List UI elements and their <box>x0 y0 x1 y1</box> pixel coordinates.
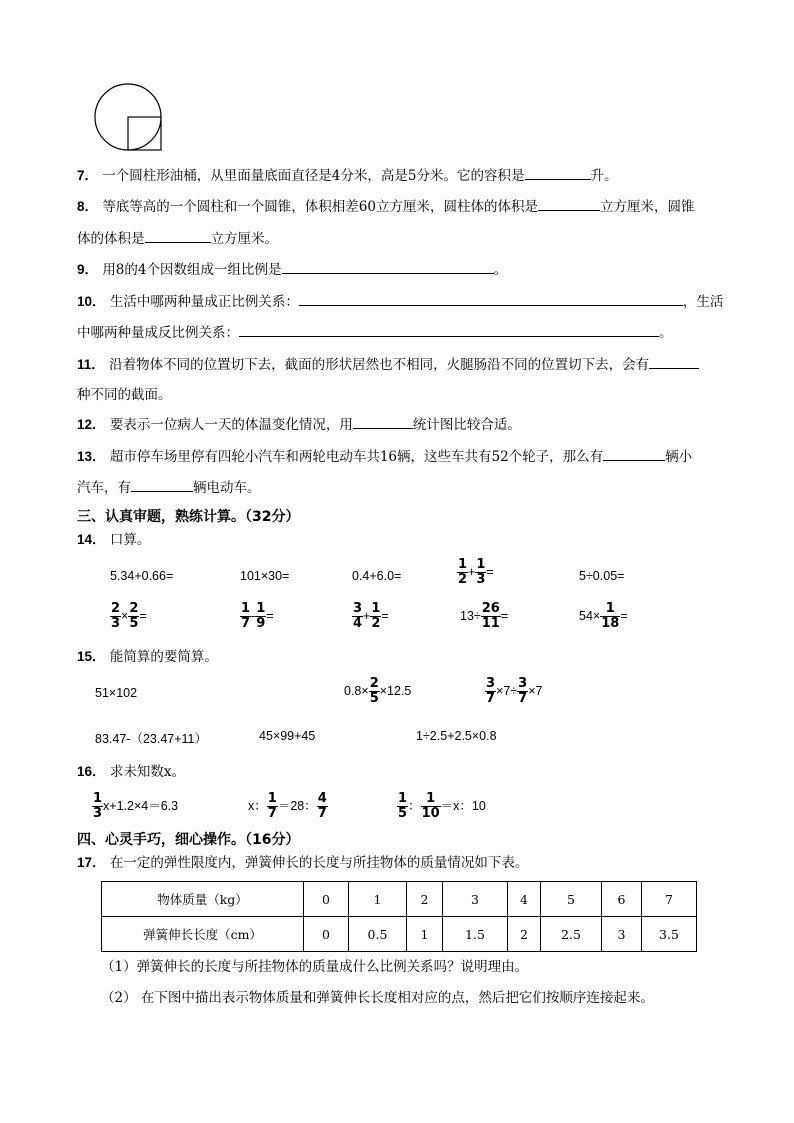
table-cell: 1.5 <box>443 917 508 952</box>
calc-item: $\frac{2}{3}$ × $\frac{2}{5}$ = <box>111 601 147 631</box>
table-cell: 2 <box>508 917 541 952</box>
answer-blank[interactable] <box>649 354 699 369</box>
answer-blank[interactable] <box>603 446 665 461</box>
question-8-cont: 体的体积是 立方厘米。 <box>77 228 278 249</box>
calc-item: $\frac{3}{7}$ ×7÷ $\frac{3}{7}$ ×7 <box>486 676 543 706</box>
table-cell: 5 <box>541 882 602 917</box>
table-cell: 3 <box>602 917 642 952</box>
question-11: 11． 沿着物体不同的位置切下去，截面的形状居然也不相同，火腿肠沿不同的位置切下去，会有 <box>77 354 699 375</box>
question-10-cont: 中哪两种量成反比例关系： 。 <box>77 322 673 343</box>
table-cell: 3.5 <box>642 917 697 952</box>
question-11-cont: 种不同的截面。 <box>77 387 172 403</box>
calc-item: $\frac{1}{2}$ + $\frac{1}{3}$ = <box>458 557 494 587</box>
question-8: 8． 等底等高的一个圆柱和一个圆锥，体积相差60立方厘米，圆柱体的体积是 立方厘米，圆锥 <box>77 196 695 217</box>
answer-blank[interactable] <box>538 196 600 211</box>
calc-item: 13÷ $\frac{26}{11}$ = <box>460 601 509 631</box>
question-17-sub-1: （1）弹簧伸长的长度与所挂物体的质量成什么比例关系吗？说明理由。 <box>101 959 529 975</box>
table-cell: 2 <box>407 882 443 917</box>
answer-blank[interactable] <box>145 228 211 243</box>
calc-item: 51×102 <box>95 686 138 700</box>
circle-square-figure <box>92 83 166 155</box>
calc-item: 5.34+0.66= <box>110 569 174 583</box>
table-cell: 4 <box>508 882 541 917</box>
table-cell: 1 <box>407 917 443 952</box>
calc-item: 0.8× $\frac{2}{5}$ ×12.5 <box>344 676 412 706</box>
table-header-cell: 物体质量（kg） <box>102 882 304 917</box>
table-cell: 0 <box>304 917 349 952</box>
answer-blank[interactable] <box>131 477 193 492</box>
question-16: 16． 求未知数x。 <box>77 764 185 780</box>
calc-item: 0.4+6.0= <box>352 569 402 583</box>
calc-item: $\frac{1}{7}$ - $\frac{1}{9}$ = <box>241 601 274 631</box>
question-10: 10． 生活中哪两种量成正比例关系： ，生活 <box>77 291 723 312</box>
table-cell: 0 <box>304 882 349 917</box>
table-cell: 3 <box>443 882 508 917</box>
calc-item: 83.47-（23.47+11） <box>95 732 207 746</box>
section-3-heading: 三、认真审题，熟练计算。（32分） <box>77 509 300 525</box>
question-14: 14． 口算。 <box>77 532 151 548</box>
table-cell: 1 <box>349 882 407 917</box>
answer-blank[interactable] <box>299 291 683 306</box>
spring-data-table <box>101 881 697 952</box>
question-12: 12． 要表示一位病人一天的体温变化情况，用 统计图比较合适。 <box>77 414 521 435</box>
calc-item: 45×99+45 <box>259 729 316 743</box>
answer-blank[interactable] <box>525 165 591 180</box>
table-row <box>102 882 697 917</box>
equation-item: x： $\frac{1}{7}$ ＝28： $\frac{4}{7}$ <box>248 791 327 821</box>
table-cell: 2.5 <box>541 917 602 952</box>
table-cell: 0.5 <box>349 917 407 952</box>
equation-item: $\frac{1}{5}$ ： $\frac{1}{10}$ ＝x：10 <box>398 791 486 821</box>
calc-item: $\frac{3}{4}$ + $\frac{1}{2}$ = <box>353 601 389 631</box>
calc-item: 5÷0.05= <box>579 569 625 583</box>
question-13-cont: 汽车，有 辆电动车。 <box>77 477 261 498</box>
question-7: 7． 一个圆柱形油桶，从里面量底面直径是4分米，高是5分米。它的容积是 升。 <box>77 165 618 186</box>
calc-item: 101×30= <box>240 569 290 583</box>
equation-item: $\frac{1}{3}$ x+1.2×4＝6.3 <box>93 791 179 821</box>
question-13: 13． 超市停车场里停有四轮小汽车和两轮电动车共16辆，这些车共有52个轮子，那么有 辆小 <box>77 446 692 467</box>
table-cell: 6 <box>602 882 642 917</box>
calc-item: 1÷2.5+2.5×0.8 <box>416 729 497 743</box>
table-cell: 7 <box>642 882 697 917</box>
question-9: 9． 用8的4个因数组成一组比例是 。 <box>77 259 507 280</box>
table-row <box>102 917 697 952</box>
answer-blank[interactable] <box>282 259 494 274</box>
answer-blank[interactable] <box>239 322 659 337</box>
section-4-heading: 四、心灵手巧，细心操作。（16分） <box>77 832 300 848</box>
question-17-sub-2: （2） 在下图中描出表示物体质量和弹簧伸长长度相对应的点，然后把它们按顺序连接起来。 <box>101 990 654 1006</box>
question-15: 15． 能简算的要简算。 <box>77 649 218 665</box>
table-header-cell: 弹簧伸长长度（cm） <box>102 917 304 952</box>
answer-blank[interactable] <box>353 414 413 429</box>
calc-item: 54× $\frac{1}{18}$ = <box>579 601 628 631</box>
question-17: 17． 在一定的弹性限度内，弹簧伸长的长度与所挂物体的质量情况如下表。 <box>77 855 529 871</box>
